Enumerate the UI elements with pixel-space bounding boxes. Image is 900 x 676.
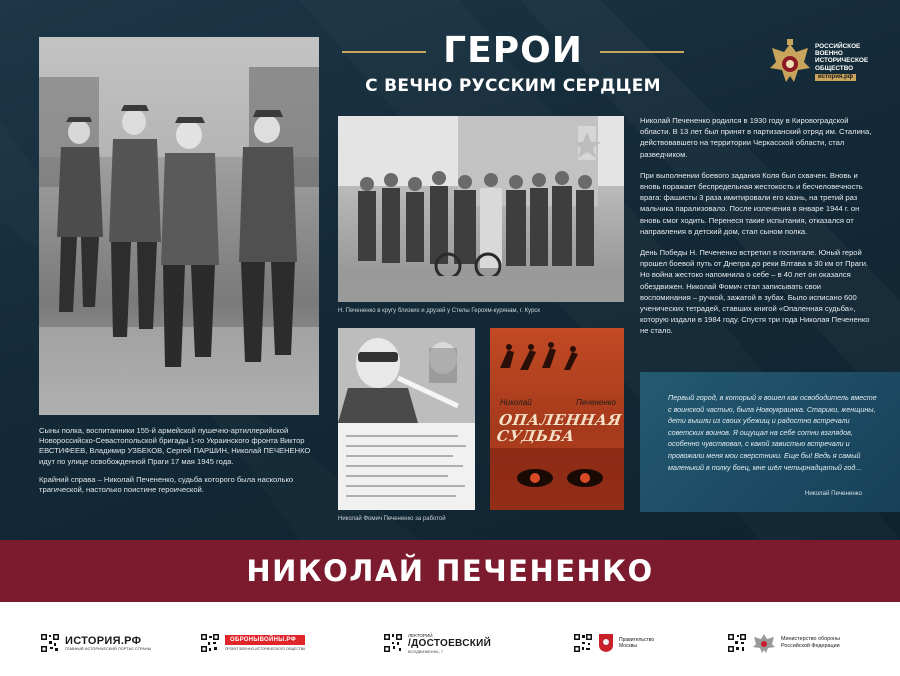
ministry-eagle-emblem-icon (752, 632, 776, 654)
book-title: ОПАЛЕННАЯ СУДЬБА (495, 411, 623, 445)
working-photo (338, 328, 475, 510)
book-cover-opalennaya-sudba (490, 328, 624, 510)
moscow-coat-of-arms-icon (598, 633, 614, 653)
book-author-last-name: Печененко (576, 398, 616, 407)
group-photo (338, 116, 624, 302)
bio-paragraph-3: День Победы Н. Печененко встретил в госпитале. Юный герой прошел боевой путь от Днепра до реки Влтава в 30 км от Праги. Но война жестоко напомнила о себе – в 40 лет он оказался обездвижен. Николай Фомич стал записывать свои воспоминания – ручкой, зажатой в зубах. Было исписано 600 ученических тетрадей, ставших книгой «Опаленная судьба», которую издали в 1984 году. Спустя три года Николая Печененко не стало. (640, 248, 870, 336)
main-photo-sons-of-regiment (39, 37, 319, 415)
qr-code-icon (200, 633, 220, 653)
page-subtitle: С ВЕЧНО РУССКИМ СЕРДЦЕМ (365, 76, 661, 96)
qr-code-icon (40, 633, 60, 653)
partner-5-line-1: Министерство обороны (781, 636, 840, 643)
book-author-first-name: Николай (500, 398, 532, 407)
working-photo-caption: Николай Фомич Печененко за работой (338, 516, 446, 522)
partner-ministry-of-defence (727, 632, 840, 654)
partner-3-name: /ДОСТОЕВСКИЙ (408, 637, 492, 649)
hero-name-bar (0, 540, 900, 602)
partner-4-line-1: Правительство (619, 636, 655, 643)
partner-oborony-voyny (200, 632, 305, 654)
logo-text-line-4: ОБЩЕСТВО (815, 64, 854, 72)
caption-paragraph-1: Сыны полка, воспитанники 155-й армейской пушечно-артиллерийской Новороссийско-Севастопольской бригады 1-го Украинского фронта Виктор ЕВСТИФЕЕВ, Владимир УЗБЕКОВ, Сергей ПАРШИН, Николай ПЕЧЕНЕНКО идут по улице освобожденной Праги 17 мая 1945 года. (39, 426, 311, 466)
book-author (500, 398, 616, 407)
double-eagle-icon (768, 38, 812, 88)
partners-footer (0, 602, 900, 676)
title-divider-left (342, 51, 426, 53)
partner-5-line-2: Российской Федерации (781, 643, 840, 649)
qr-code-icon (573, 633, 593, 653)
partner-moscow-government (573, 632, 654, 654)
bio-paragraph-1: Николай Печененко родился в 1930 году в Кировоградской области. В 13 лет был принят в партизанский отряд им. Сталина, действовавшего на территории Черкасской области, стал разведчиком. (640, 116, 872, 159)
partner-lektoriy-dostoevsky (383, 632, 491, 654)
qr-code-icon (727, 633, 747, 653)
hero-name: НИКОЛАЙ ПЕЧЕНЕНКО (246, 554, 654, 588)
qr-code-icon (383, 633, 403, 653)
quote-author: Николай Печененко (804, 490, 862, 497)
quote-box (640, 372, 900, 512)
logo-site: история.рф (815, 74, 856, 81)
partner-3-label: ЛЕКТОРИЙ (408, 632, 433, 638)
bio-paragraph-2: При выполнении боевого задания Коля был схвачен. Вновь и вновь поражает беспредельная жестокость и бесчеловечность врага: фашисты 3 раза имитировали его казнь, на третий раз мальчика парализовало. После излечения в январе 1944 г. он вновь смог ходить. Перенеся такие испытания, отказался от направления в детский дом, стал сыном полка. (640, 170, 863, 236)
partner-istoriya-rf (40, 632, 151, 654)
page-title: ГЕРОИ (443, 30, 583, 71)
group-photo-caption: Н. Печененко в кругу близких и друзей у Стелы Героям-курянам, г. Курск (338, 308, 541, 314)
partner-1-tagline: ГЛАВНЫЙ ИСТОРИЧЕСКИЙ ПОРТАЛ СТРАНЫ (65, 647, 152, 651)
biography-text (640, 115, 872, 337)
logo-text-line-1: РОССИЙСКОЕ (815, 43, 861, 50)
partner-2-name: ОБРОНЫВОЙНЫ.РФ (225, 635, 305, 645)
partner-4-line-2: Москвы (619, 643, 637, 649)
caption-paragraph-2: Крайний справа – Николай Печененко, судьба которого была насколько трагической, настолько поистине героической. (39, 474, 294, 495)
quote-text: Первый город, в который я вошел как освободитель вместе с воинской частью, была Новоукраинка. Старики, женщины, дети вышли из своих убежищ и радостно встречали советских воинов. Я ощущал на себе сотни взглядов, особенно чувствовал, с какой завистью встречали и провожали меня мои сверстники. Еще бы! Ведь я самый маленький в полку боец, мне шёл четырнадцатый год... (668, 393, 877, 472)
poster-title-block (338, 30, 688, 96)
partner-1-name: ИСТОРИЯ.РФ (65, 635, 142, 647)
logo-text-line-2: ВОЕННО (815, 50, 843, 58)
main-photo-caption (39, 426, 321, 495)
title-divider-right (600, 51, 684, 53)
partner-2-tagline: ПРОЕКТ ВОЕННО-ИСТОРИЧЕСКОГО ОБЩЕСТВА (225, 647, 306, 651)
partner-3-address: ВОЗДВИЖЕНКА, 7 (408, 648, 444, 654)
rvio-logo (768, 38, 878, 88)
logo-text-line-3: ИСТОРИЧЕСКОЕ (815, 57, 869, 65)
